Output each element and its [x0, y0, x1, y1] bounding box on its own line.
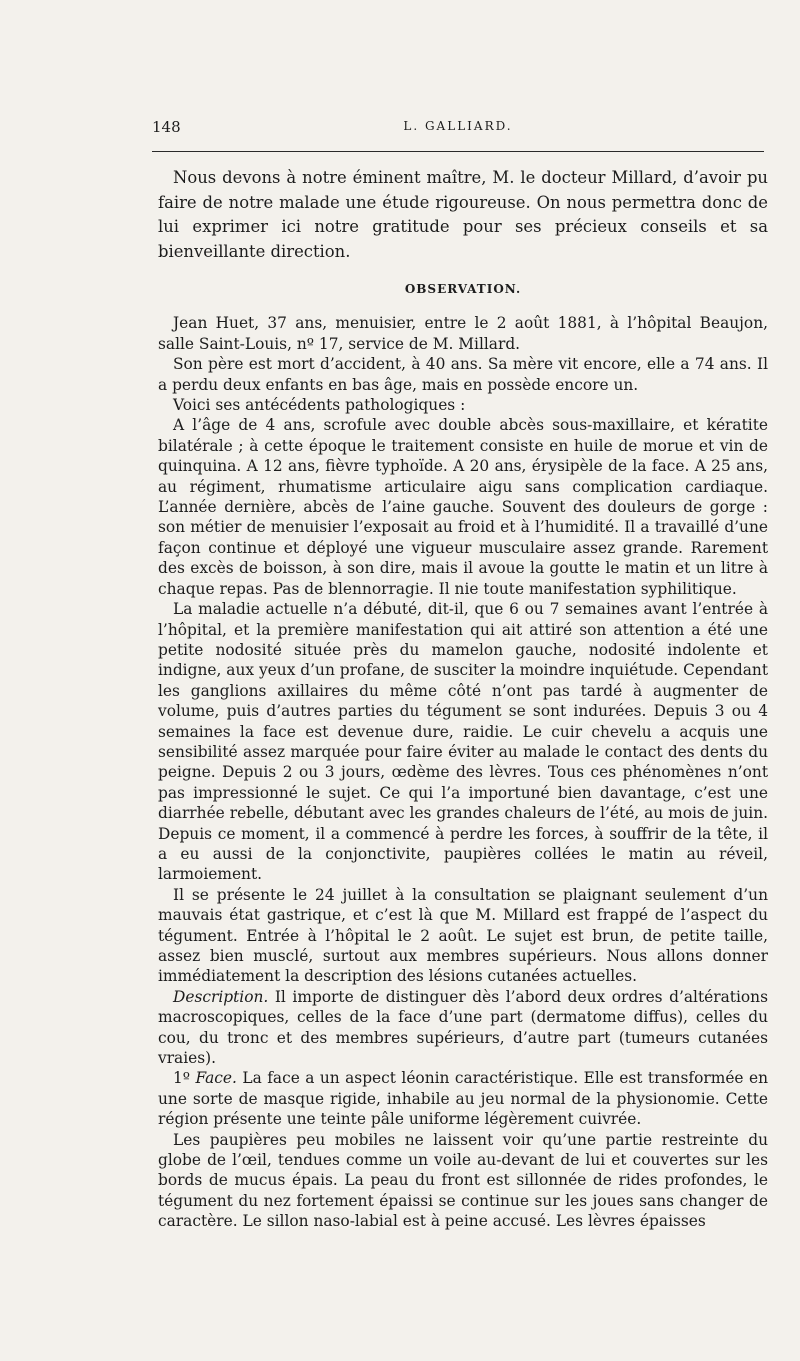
- section-title: OBSERVATION.: [404, 282, 522, 296]
- paragraph: Les paupières peu mobiles ne laissent voir qu’une partie restreinte du globe de l’œil, tendues comme un voile au-devant de lui et couvertes sur les bords de mucus épais. La peau du front est sillonnée de rides profondes, le tégument du nez fortement épaissi se continue sur les joues sans changer de caractère. Le sillon naso-labial est à peine accusé. Les lèvres épaisses: [158, 1130, 768, 1231]
- paragraph: La maladie actuelle n’a débuté, dit-il, que 6 ou 7 semaines avant l’entrée à l’hôpital, et la première manifestation qui ait attiré son attention a été une petite nodosité située près du mamelon gauche, nodosité indolente et indigne, aux yeux d’un profane, de susciter la moindre inquiétude. Cependant les ganglions axillaires du même côté n’ont pas tardé à augmenter de volume, puis d’autres parties du tégument se sont indurées. Depuis 3 ou 4 semaines la face est devenue dure, raidie. Le cuir chevelu a acquis une sensibilité assez marquée pour faire éviter au malade le contact des dents du peigne. Depuis 2 ou 3 jours, œdème des lèvres. Tous ces phénomènes n’ont pas impressionné le sujet. Ce qui l’a importuné bien davantage, c’est une diarrhée rebelle, débutant avec les grandes chaleurs de l’été, au mois de juin. Depuis ce moment, il a commencé à perdre les forces, à souffrir de la tête, il a eu aussi de la conjonctivite, paupières collées le matin au réveil, larmoiement.: [158, 600, 768, 884]
- paragraph: A l’âge de 4 ans, scrofule avec double abcès sous-maxillaire, et kératite bilatérale ; à cette époque le traitement consiste en huile de morue et vin de quinquina. A 12 ans, fièvre typhoïde. A 20 ans, érysipèle de la face. A 25 ans, au régiment, rhumatisme articulaire aigu sans complication cardiaque. L’année dernière, abcès de l’aine gauche. Souvent des douleurs de gorge : son métier de menuisier l’exposait au froid et à l’humidité. Il a travaillé d’une façon continue et déployé une vigueur musculaire assez grande. Rarement des excès de boisson, à son dire, mais il avoue la goutte le matin et un litre à chaque repas. Pas de blennorragie. Il nie toute manifestation syphilitique.: [158, 416, 768, 598]
- face-number: 1º: [173, 1069, 196, 1088]
- body-text: [158, 166, 768, 1232]
- face-label: Face.: [195, 1069, 237, 1088]
- intro-paragraph: Nous devons à notre éminent maître, M. le docteur Millard, d’avoir pu faire de notre malade une étude rigoureuse. On nous permettra donc de lui exprimer ici notre gratitude pour ses précieux conseils et sa bienveillante direction.: [158, 168, 768, 261]
- description-paragraph: [158, 987, 768, 1069]
- description-label: Description.: [173, 987, 269, 1006]
- paragraph: Il se présente le 24 juillet à la consultation se plaignant seulement d’un mauvais état gastrique, et c’est là que M. Millard est frappé de l’aspect du tégument. Entrée à l’hôpital le 2 août. Le sujet est brun, de petite taille, assez bien musclé, surtout aux membres supérieurs. Nous allons donner immédiatement la description des lésions cutanées actuelles.: [158, 885, 768, 986]
- page-number: 148: [152, 118, 181, 136]
- description-text: Il importe de distinguer dès l’abord deux ordres d’altérations macroscopiques, celles de la face d’une part (dermatome diffus), celles du cou, du tronc et des membres supérieurs, d’autre part (tumeurs cutanées vraies).: [158, 987, 768, 1068]
- paragraph: Jean Huet, 37 ans, menuisier, entre le 2 août 1881, à l’hôpital Beaujon, salle Saint-Louis, nº 17, service de M. Millard.: [158, 314, 768, 353]
- page-header: [152, 118, 764, 140]
- paragraph: Voici ses antécédents pathologiques :: [173, 396, 466, 415]
- paragraph: Son père est mort d’accident, à 40 ans. Sa mère vit encore, elle a 74 ans. Il a perdu deux enfants en bas âge, mais en possède encore un.: [158, 355, 768, 394]
- face-text: La face a un aspect léonin caractéristique. Elle est transformée en une sorte de masque rigide, inhabile au jeu normal de la physionomie. Cette région présente une teinte pâle uniforme légèrement cuivrée.: [158, 1069, 769, 1129]
- running-title: L. GALLIARD.: [403, 119, 513, 133]
- face-paragraph: [158, 1068, 768, 1129]
- header-rule: [152, 151, 764, 152]
